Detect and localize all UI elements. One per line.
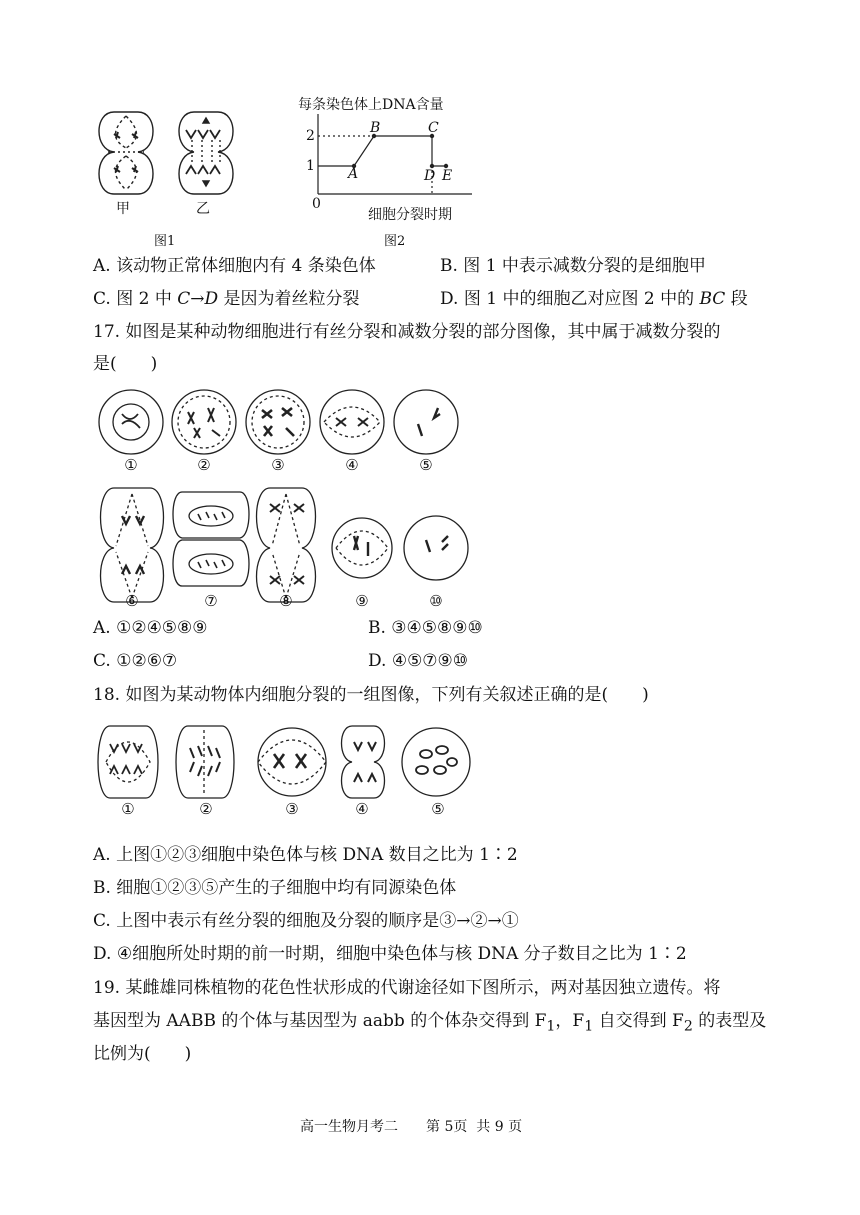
figure-2-origin: 0 — [312, 196, 321, 212]
q17-option-c: C. ①②⑥⑦ — [93, 651, 178, 671]
q17-label-1: ① — [124, 456, 138, 474]
q17-option-d: D. ④⑤⑦⑨⑩ — [368, 651, 469, 671]
q17-label-8: ⑧ — [279, 592, 293, 610]
figure-2-point-e: E — [442, 168, 453, 184]
q18-label-4: ④ — [355, 800, 369, 818]
figure-2-ylabel: 每条染色体上DNA含量 — [298, 97, 444, 113]
q19-line2: 基因型为 AABB 的个体与基因型为 aabb 的个体杂交得到 $F_1$，$F_1$ 自交得到 $F_2$ 的表型及 — [93, 1011, 767, 1035]
page-footer: 高一生物月考二 第 5页 共 9 页 — [300, 1119, 523, 1135]
q16-option-a: A. 该动物正常体细胞内有 4 条染色体 — [93, 256, 376, 276]
q17-label-9: ⑨ — [355, 592, 369, 610]
figure-2-xlabel: 细胞分裂时期 — [368, 207, 452, 223]
q17-label-2: ② — [197, 456, 211, 474]
q18-label-2: ② — [199, 800, 213, 818]
q16-option-c: C. 图 2 中 C→D 是因为着丝粒分裂 — [93, 289, 360, 309]
q18-option-b: B. 细胞①②③⑤产生的子细胞中均有同源染色体 — [93, 878, 457, 898]
figure-2-point-d: D — [424, 168, 436, 184]
q17-label-7: ⑦ — [204, 592, 218, 610]
q18-option-a: A. 上图①②③细胞中染色体与核 DNA 数目之比为 1∶2 — [93, 845, 518, 865]
q17-stem-line1: 17. 如图是某种动物细胞进行有丝分裂和减数分裂的部分图像，其中属于减数分裂的 — [93, 322, 721, 342]
figure-1-label-jia: 甲 — [116, 201, 130, 217]
q17-label-3: ③ — [271, 456, 285, 474]
figure-1 — [92, 100, 252, 248]
q16-option-d: D. 图 1 中的细胞乙对应图 2 中的 BC 段 — [440, 289, 748, 309]
figure-2-caption: 图2 — [384, 234, 406, 249]
figure-2-point-a: A — [348, 166, 359, 182]
q17-label-10: ⑩ — [429, 592, 443, 610]
q17-option-b: B. ③④⑤⑧⑨⑩ — [368, 618, 483, 638]
figure-2-point-c: C — [428, 120, 439, 136]
q18-option-d: D. ④细胞所处时期的前一时期，细胞中染色体与核 DNA 分子数目之比为 1∶2 — [93, 944, 687, 964]
figure-1-label-yi: 乙 — [196, 201, 210, 217]
q17-figure — [96, 386, 496, 616]
q18-stem: 18. 如图为某动物体内细胞分裂的一组图像，下列有关叙述正确的是( ) — [93, 685, 649, 705]
q17-option-a: A. ①②④⑤⑧⑨ — [93, 618, 208, 638]
figure-2 — [296, 92, 486, 248]
q17-label-5: ⑤ — [419, 456, 433, 474]
q17-label-6: ⑥ — [125, 592, 139, 610]
figure-1-cells — [92, 100, 252, 248]
q18-label-1: ① — [121, 800, 135, 818]
q18-cells — [96, 720, 486, 804]
q18-label-5: ⑤ — [431, 800, 445, 818]
q18-option-c: C. 上图中表示有丝分裂的细胞及分裂的顺序是③→②→① — [93, 911, 519, 931]
q18-label-3: ③ — [285, 800, 299, 818]
q16-option-b: B. 图 1 中表示减数分裂的是细胞甲 — [440, 256, 706, 276]
figure-2-ytick-2: 2 — [306, 128, 315, 144]
q18-figure — [96, 720, 486, 804]
q19-line3: 比例为( ) — [93, 1044, 192, 1064]
q17-stem-line2: 是( ) — [93, 354, 158, 374]
figure-1-caption: 图1 — [154, 234, 176, 249]
figure-2-ytick-1: 1 — [306, 158, 315, 174]
figure-2-point-b: B — [370, 120, 381, 136]
q17-label-4: ④ — [345, 456, 359, 474]
q19-line1: 19. 某雌雄同株植物的花色性状形成的代谢途径如下图所示，两对基因独立遗传。将 — [93, 978, 721, 998]
q17-cells — [96, 386, 496, 616]
